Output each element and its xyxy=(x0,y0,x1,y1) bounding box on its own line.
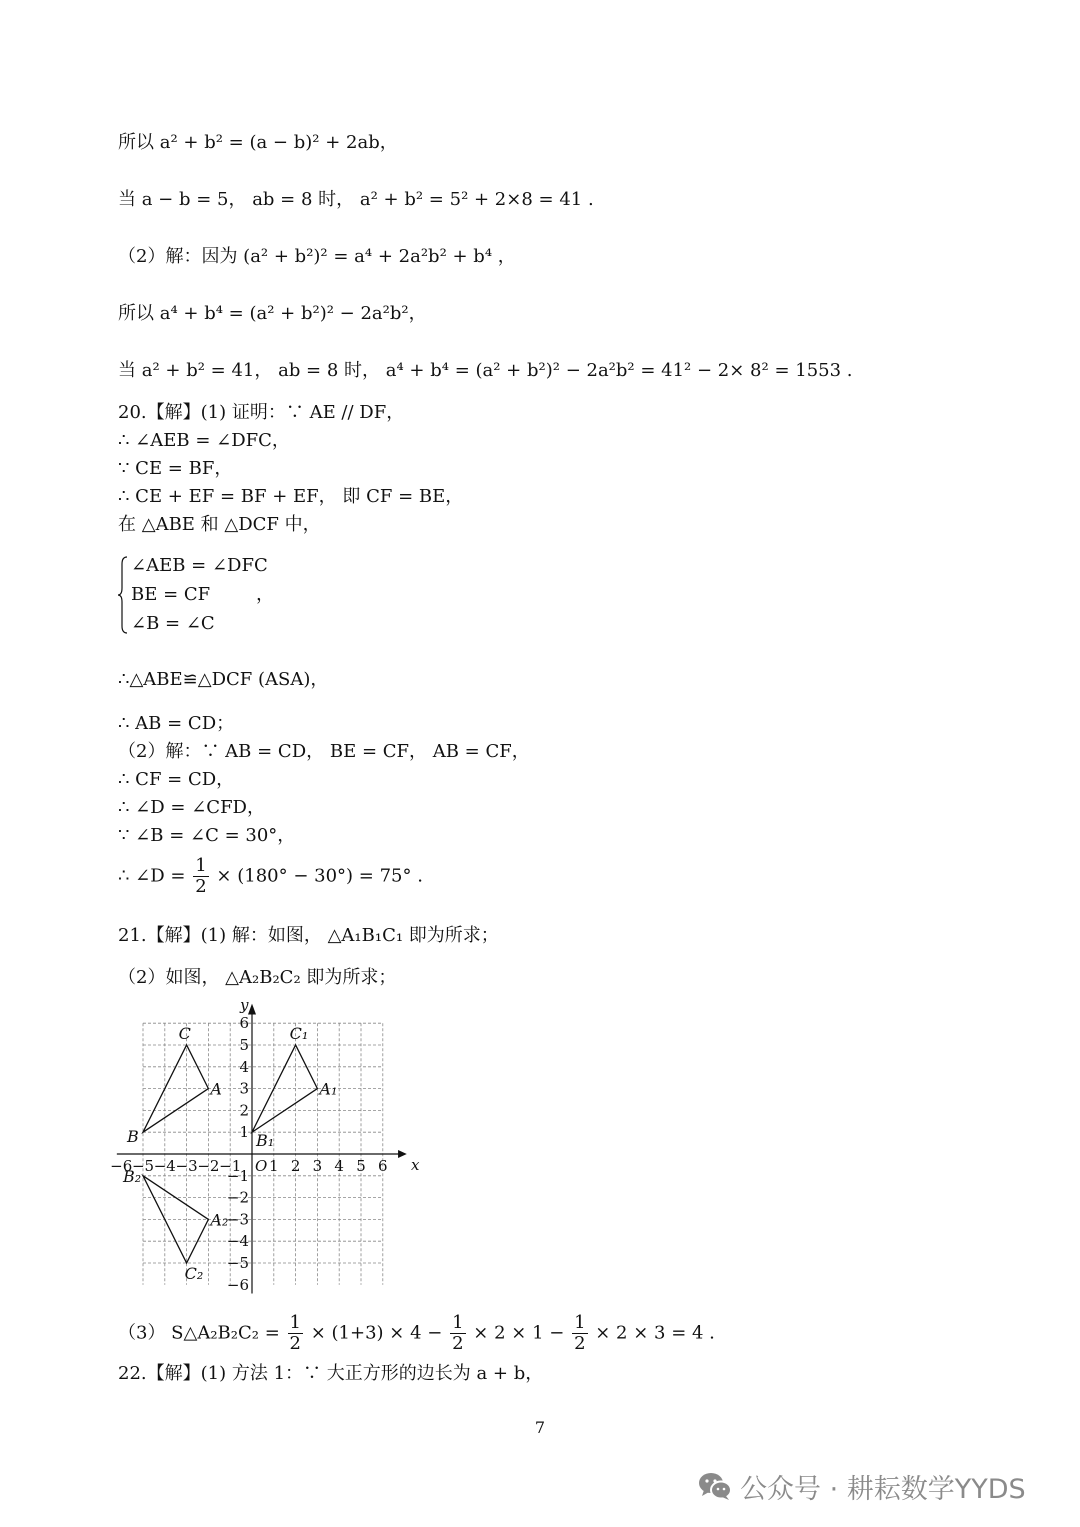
y-tick-label: −4 xyxy=(226,1232,249,1251)
point-c-label: C xyxy=(178,1024,191,1043)
y-tick-label: −6 xyxy=(226,1275,249,1294)
x-tick-label: −3 xyxy=(175,1157,198,1175)
line-20-part-b: × (1+3) × 4 − xyxy=(310,1322,443,1344)
point-c2-label: C₂ xyxy=(184,1264,204,1283)
fraction-numerator: 1 xyxy=(574,1312,586,1333)
watermark-text: 公众号 · 耕耘数学YYDS xyxy=(740,1473,1026,1505)
fraction-half xyxy=(193,856,208,897)
line-17-lead: ∴ ∠D = xyxy=(118,865,186,887)
y-tick-label: 1 xyxy=(239,1123,249,1142)
line-20-part-c: × 2 × 1 − xyxy=(473,1322,565,1344)
line-3: （2）解：因为 (a² + b²)² = a⁴ + 2a²b² + b⁴ ， xyxy=(118,246,516,267)
y-tick-label: −5 xyxy=(226,1254,249,1272)
line-1: 所以 a² + b² = (a − b)² + 2ab， xyxy=(118,132,398,153)
line-15: ∴ ∠D = ∠CFD， xyxy=(118,797,265,818)
y-axis-label: y xyxy=(240,996,249,1015)
y-tick-label: −2 xyxy=(226,1188,249,1207)
fraction-half xyxy=(288,1313,303,1354)
wechat-icon xyxy=(698,1471,732,1501)
y-tick-label: 4 xyxy=(239,1057,249,1076)
line-19: （2）如图， △A₂B₂C₂ 即为所求； xyxy=(118,967,397,988)
line-8: ∵ CE = BF， xyxy=(118,458,233,479)
line-2: 当 a − b = 5， ab = 8 时， a² + b² = 5² + 2×8 = 41 . xyxy=(118,189,594,210)
line-6: 20.【解】(1) 证明：∵ AE // DF， xyxy=(118,402,405,423)
point-a1-label: A₁ xyxy=(319,1079,338,1099)
line-13: （2）解：∵ AB = CD， BE = CF， AB = CF， xyxy=(118,741,530,762)
x-tick-label: 4 xyxy=(334,1157,344,1175)
line-11: ∴△ABE≌△DCF (ASA)， xyxy=(118,669,329,690)
y-tick-label: 2 xyxy=(239,1101,249,1120)
watermark xyxy=(698,1466,1026,1506)
x-tick-label: −6 xyxy=(110,1157,133,1175)
y-tick-label: 6 xyxy=(239,1014,249,1033)
line-17 xyxy=(118,856,423,897)
x-axis-label: x xyxy=(410,1156,420,1174)
line-18: 21.【解】(1) 解：如图， △A₁B₁C₁ 即为所求； xyxy=(118,925,499,946)
x-tick-label: −1 xyxy=(219,1157,242,1175)
fraction-half xyxy=(450,1313,465,1354)
system-line-1: ∠AEB = ∠DFC xyxy=(131,555,268,576)
fraction-numerator: 1 xyxy=(452,1312,464,1333)
x-tick-label: 5 xyxy=(356,1157,366,1175)
x-tick-label: −2 xyxy=(197,1157,220,1175)
fraction-denominator: 2 xyxy=(574,1333,586,1354)
origin-label: O xyxy=(255,1157,268,1175)
system-line-2: BE = CF xyxy=(131,584,211,605)
line-4: 所以 a⁴ + b⁴ = (a² + b²)² − 2a²b²， xyxy=(118,303,427,324)
line-14: ∴ CF = CD， xyxy=(118,769,235,790)
point-b1-label: B₁ xyxy=(256,1131,275,1151)
system-comma: ， xyxy=(256,584,274,605)
line-20-part-d: × 2 × 3 = 4 . xyxy=(595,1322,715,1344)
point-a-label: A xyxy=(210,1079,222,1099)
line-17-tail: × (180° − 30°) = 75° . xyxy=(216,865,423,887)
y-tick-label: −1 xyxy=(226,1166,249,1185)
x-tick-label: 3 xyxy=(312,1157,323,1175)
point-c1-label: C₁ xyxy=(289,1024,309,1043)
fraction-numerator: 1 xyxy=(195,855,207,876)
line-7: ∴ ∠AEB = ∠DFC， xyxy=(118,430,290,451)
point-a2-label: A₂ xyxy=(210,1210,229,1230)
x-tick-label: −4 xyxy=(153,1157,176,1175)
line-10: 在 △ABE 和 △DCF 中， xyxy=(118,514,321,535)
line-12: ∴ AB = CD； xyxy=(118,713,235,734)
system-line-3: ∠B = ∠C xyxy=(131,613,215,634)
line-16: ∵ ∠B = ∠C = 30°， xyxy=(118,825,296,846)
x-tick-label: 1 xyxy=(269,1157,279,1175)
y-tick-label: 5 xyxy=(239,1036,249,1054)
x-tick-label: 2 xyxy=(290,1157,301,1175)
x-axis-arrow xyxy=(398,1150,407,1158)
line-21: 22.【解】(1) 方法 1：∵ 大正方形的边长为 a + b， xyxy=(118,1363,544,1384)
point-b2-label: B₂ xyxy=(123,1166,142,1186)
line-5: 当 a² + b² = 41， ab = 8 时， a⁴ + b⁴ = (a² + b²)² − 2a²b² = 41² − 2× 8² = 1553 . xyxy=(118,360,853,381)
fraction-denominator: 2 xyxy=(289,1333,301,1354)
x-tick-label: −5 xyxy=(131,1157,155,1175)
y-tick-label: 3 xyxy=(239,1079,249,1098)
fraction-denominator: 2 xyxy=(195,876,207,897)
line-9: ∴ CE + EF = BF + EF， 即 CF = BE， xyxy=(118,486,464,507)
y-tick-label: −3 xyxy=(226,1210,249,1229)
y-axis-arrow xyxy=(248,1004,256,1015)
coordinate-graph xyxy=(110,995,420,1300)
line-20 xyxy=(118,1313,715,1354)
fraction-denominator: 2 xyxy=(452,1333,464,1354)
fraction-half xyxy=(572,1313,587,1354)
page-number: 7 xyxy=(534,1418,546,1437)
fraction-numerator: 1 xyxy=(289,1312,301,1333)
point-b-label: B xyxy=(127,1127,139,1147)
line-20-lead: （3） S△A₂B₂C₂ = xyxy=(118,1322,280,1344)
brace xyxy=(118,556,128,634)
x-tick-label: 6 xyxy=(378,1157,388,1175)
